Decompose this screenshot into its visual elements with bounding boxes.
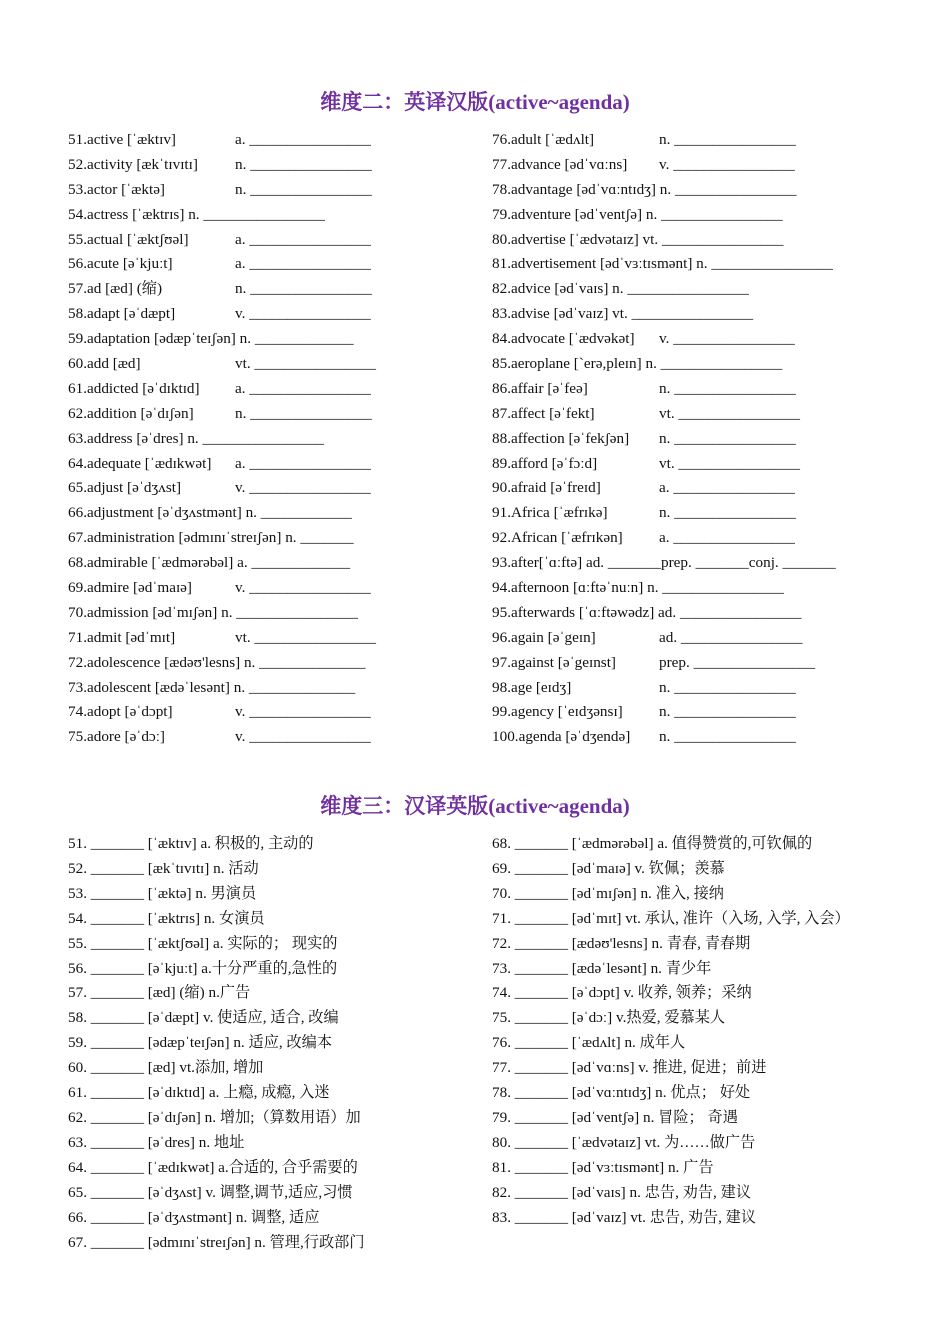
- translation-row: 63. _______ [əˈdres] n. 地址: [68, 1133, 245, 1151]
- vocab-row: [68, 277, 468, 302]
- vocab-row: [492, 452, 892, 477]
- answer-blank: vt. ________________: [235, 628, 376, 646]
- vocab-row: [68, 377, 468, 402]
- vocab-row: [68, 551, 468, 576]
- vocab-term: 54.actress [ˈæktrɪs] n. ________________: [68, 205, 325, 223]
- vocab-row: [68, 725, 468, 750]
- answer-blank: vt. ________________: [659, 454, 800, 472]
- vocab-term: 90.afraid [əˈfreɪd]: [492, 479, 601, 497]
- vocab-term: 89.afford [əˈfɔːd]: [492, 454, 598, 472]
- translation-row: 72. _______ [ædəʊ'lesns] n. 青春, 青春期: [492, 934, 751, 952]
- translation-row: 79. _______ [ədˈventʃə] n. 冒险； 奇遇: [492, 1108, 738, 1126]
- translation-row: 66. _______ [əˈdʒʌstmənt] n. 调整, 适应: [68, 1208, 320, 1226]
- vocab-term: 72.adolescence [ædəʊ'lesns] n. ______________: [68, 653, 366, 671]
- vocab-term: 52.activity [ækˈtɪvɪtɪ]: [68, 155, 198, 173]
- vocab-row: [492, 601, 892, 626]
- vocab-term: 63.address [əˈdres] n. ________________: [68, 429, 325, 447]
- vocab-term: 83.advise [ədˈvaɪz] vt. ________________: [492, 305, 754, 323]
- vocab-row: [492, 327, 892, 352]
- section3-left-column: [68, 832, 468, 1255]
- vocab-term: 55.actual [ˈæktʃʊəl]: [68, 230, 189, 248]
- translation-row: 64. _______ [ˈædɪkwət] a.合适的, 合乎需要的: [68, 1158, 358, 1176]
- vocab-row: [68, 402, 468, 427]
- translation-row: 65. _______ [əˈdʒʌst] v. 调整,调节,适应,习惯: [68, 1183, 353, 1201]
- vocab-row: [492, 128, 892, 153]
- vocab-row: [492, 626, 892, 651]
- answer-blank: v. ________________: [659, 330, 795, 348]
- vocab-term: 100.agenda [əˈdʒendə]: [492, 728, 631, 746]
- answer-blank: a. ________________: [235, 255, 371, 273]
- answer-blank: a. ________________: [235, 230, 371, 248]
- translation-row: 52. _______ [ækˈtɪvɪtɪ] n. 活动: [68, 859, 259, 877]
- translation-row: 73. _______ [ædəˈlesənt] n. 青少年: [492, 959, 712, 977]
- answer-blank: a. ________________: [659, 479, 795, 497]
- vocab-term: 61.addicted [əˈdɪktɪd]: [68, 379, 200, 397]
- vocab-row: [68, 302, 468, 327]
- vocab-term: 65.adjust [əˈdʒʌst]: [68, 479, 182, 497]
- vocab-term: 71.admit [ədˈmɪt]: [68, 628, 176, 646]
- translation-row: 54. _______ [ˈæktrɪs] n. 女演员: [68, 909, 265, 927]
- translation-row: 70. _______ [ədˈmɪʃən] n. 准入, 接纳: [492, 884, 724, 902]
- answer-blank: n. ________________: [659, 504, 796, 522]
- vocab-term: 60.add [æd]: [68, 355, 141, 373]
- translation-row: 80. _______ [ˈædvətaɪz] vt. 为……做广告: [492, 1133, 756, 1151]
- vocab-row: [492, 228, 892, 253]
- vocab-row: [492, 526, 892, 551]
- translation-row: 62. _______ [əˈdɪʃən] n. 增加;（算数用语）加: [68, 1108, 361, 1126]
- answer-blank: n. ________________: [659, 703, 796, 721]
- vocab-row: [68, 576, 468, 601]
- section2-right-column: [492, 128, 892, 750]
- vocab-term: 98.age [eɪdʒ]: [492, 678, 572, 696]
- vocab-term: 99.agency [ˈeɪdʒənsɪ]: [492, 703, 623, 721]
- vocab-term: 92.African [ˈæfrɪkən]: [492, 529, 623, 547]
- vocab-term: 77.advance [ədˈvɑːns]: [492, 155, 628, 173]
- answer-blank: v. ________________: [235, 579, 371, 597]
- vocab-row: [492, 203, 892, 228]
- vocab-term: 53.actor [ˈæktə]: [68, 180, 165, 198]
- translation-row: 69. _______ [ədˈmaɪə] v. 钦佩；羡慕: [492, 859, 725, 877]
- translation-row: 55. _______ [ˈæktʃʊəl] a. 实际的； 现实的: [68, 934, 338, 952]
- vocab-term: 70.admission [ədˈmɪʃən] n. ________________: [68, 603, 358, 621]
- vocab-term: 97.against [əˈgeɪnst]: [492, 653, 616, 671]
- section3-right-column: [492, 832, 884, 1231]
- vocab-term: 81.advertisement [ədˈvɜːtɪsmənt] n. ________________: [492, 255, 833, 273]
- answer-blank: n. ________________: [659, 429, 796, 447]
- vocab-term: 64.adequate [ˈædɪkwət]: [68, 454, 212, 472]
- vocab-term: 95.afterwards [ˈɑːftəwədz] ad. ________________: [492, 603, 802, 621]
- vocab-term: 80.advertise [ˈædvətaɪz] vt. ________________: [492, 230, 784, 248]
- translation-row: 58. _______ [əˈdæpt] v. 使适应, 适合, 改编: [68, 1009, 339, 1027]
- vocab-row: [492, 725, 892, 750]
- answer-blank: vt. ________________: [235, 355, 376, 373]
- answer-blank: v. ________________: [235, 703, 371, 721]
- vocab-term: 78.advantage [ədˈvɑːntɪdʒ] n. ________________: [492, 180, 797, 198]
- vocab-term: 75.adore [əˈdɔː]: [68, 728, 165, 746]
- vocab-term: 66.adjustment [əˈdʒʌstmənt] n. ____________: [68, 504, 352, 522]
- vocab-row: [68, 700, 468, 725]
- vocab-row: [68, 452, 468, 477]
- vocab-term: 86.affair [əˈfeə]: [492, 379, 588, 397]
- vocab-term: 69.admire [ədˈmaɪə]: [68, 579, 192, 597]
- vocab-term: 59.adaptation [ədæpˈteɪʃən] n. _____________: [68, 330, 354, 348]
- section2-title: 维度二：英译汉版(active~agenda): [320, 90, 630, 114]
- vocab-term: 87.affect [əˈfekt]: [492, 404, 595, 422]
- answer-blank: a. ________________: [659, 529, 795, 547]
- vocab-term: 51.active [ˈæktɪv]: [68, 131, 176, 148]
- answer-blank: v. ________________: [235, 479, 371, 497]
- answer-blank: a. ________________: [235, 379, 371, 397]
- vocab-row: [492, 302, 892, 327]
- translation-row: 61. _______ [əˈdɪktɪd] a. 上瘾, 成瘾, 入迷: [68, 1084, 330, 1102]
- vocab-term: 73.adolescent [ædəˈlesənt] n. ______________: [68, 678, 356, 696]
- answer-blank: v. ________________: [235, 728, 371, 746]
- vocab-row: [492, 377, 892, 402]
- translation-row: 57. _______ [æd] (缩) n.广告: [68, 984, 251, 1002]
- translation-row: 74. _______ [əˈdɔpt] v. 收养, 领养；采纳: [492, 984, 752, 1002]
- vocab-row: [68, 676, 468, 701]
- answer-blank: v. ________________: [659, 155, 795, 173]
- answer-blank: n. ________________: [235, 280, 372, 298]
- vocab-row: [492, 651, 892, 676]
- vocab-row: [492, 178, 892, 203]
- vocab-row: [68, 427, 468, 452]
- vocab-row: [68, 128, 468, 153]
- translation-row: 82. _______ [ədˈvaɪs] n. 忠告, 劝告, 建议: [492, 1183, 752, 1201]
- answer-blank: ad. ________________: [659, 628, 803, 646]
- vocab-row: [492, 551, 892, 576]
- vocab-row: [68, 352, 468, 377]
- vocab-term: 91.Africa [ˈæfrɪkə]: [492, 504, 608, 522]
- vocab-row: [68, 476, 468, 501]
- answer-blank: n. ________________: [235, 180, 372, 198]
- vocab-row: [68, 153, 468, 178]
- translation-row: 83. _______ [ədˈvaɪz] vt. 忠告, 劝告, 建议: [492, 1208, 757, 1226]
- section3-title: 维度三：汉译英版(active~agenda): [320, 794, 630, 818]
- answer-blank: n. ________________: [659, 379, 796, 397]
- answer-blank: n. ________________: [235, 155, 372, 173]
- vocab-row: [68, 501, 468, 526]
- answer-blank: prep. ________________: [659, 653, 816, 671]
- translation-row: 60. _______ [æd] vt.添加, 增加: [68, 1059, 264, 1077]
- vocab-term: 88.affection [əˈfekʃən]: [492, 429, 630, 447]
- vocab-term: 93.after[ˈɑːftə] ad. _______prep. _______conj. _______: [492, 554, 836, 572]
- translation-row: 75. _______ [əˈdɔː] v.热爱, 爱慕某人: [492, 1009, 726, 1027]
- vocab-term: 68.admirable [ˈædmərəbəl] a. _____________: [68, 554, 351, 572]
- vocab-row: [68, 651, 468, 676]
- translation-row: 76. _______ [ˈædʌlt] n. 成年人: [492, 1034, 686, 1052]
- vocab-row: [492, 252, 892, 277]
- vocab-row: [492, 700, 892, 725]
- vocab-term: 82.advice [ədˈvaɪs] n. ________________: [492, 280, 749, 298]
- vocab-row: [68, 526, 468, 551]
- vocab-term: 85.aeroplane [ˋerə,pleɪn] n. ________________: [492, 355, 783, 373]
- vocab-term: 79.adventure [ədˈventʃə] n. ________________: [492, 205, 783, 223]
- vocab-row: [492, 676, 892, 701]
- vocab-term: 57.ad [æd] (缩): [68, 280, 163, 298]
- vocab-term: 58.adapt [əˈdæpt]: [68, 305, 176, 323]
- vocab-row: [68, 203, 468, 228]
- answer-blank: n. ________________: [659, 728, 796, 746]
- vocab-row: [492, 427, 892, 452]
- vocab-row: [492, 501, 892, 526]
- translation-row: 59. _______ [ədæpˈteɪʃən] n. 适应, 改编本: [68, 1034, 333, 1052]
- vocab-term: 96.again [əˈgeɪn]: [492, 628, 596, 646]
- vocab-term: 84.advocate [ˈædvəkət]: [492, 330, 635, 348]
- translation-row: 78. _______ [ədˈvɑːntɪdʒ] n. 优点； 好处: [492, 1084, 751, 1102]
- vocab-term: 76.adult [ˈædʌlt]: [492, 131, 595, 148]
- answer-blank: v. ________________: [235, 305, 371, 323]
- vocab-term: 62.addition [əˈdɪʃən]: [68, 404, 194, 422]
- answer-blank: n. ________________: [659, 678, 796, 696]
- translation-row: 77. _______ [ədˈvɑːns] v. 推进, 促进；前进: [492, 1059, 767, 1077]
- vocab-term: 74.adopt [əˈdɔpt]: [68, 703, 173, 721]
- vocab-row: [492, 402, 892, 427]
- answer-blank: n. ________________: [235, 404, 372, 422]
- translation-row: 53. _______ [ˈæktə] n. 男演员: [68, 884, 257, 902]
- translation-row: 67. _______ [ədmɪnɪˈstreɪʃən] n. 管理,行政部门: [68, 1233, 365, 1251]
- answer-blank: n. ________________: [659, 131, 796, 148]
- vocab-term: 94.afternoon [ɑːftəˈnuːn] n. ________________: [492, 579, 784, 597]
- answer-blank: a. ________________: [235, 454, 371, 472]
- vocab-row: [492, 153, 892, 178]
- vocab-row: [492, 352, 892, 377]
- translation-row: 56. _______ [əˈkjuːt] a.十分严重的,急性的: [68, 959, 338, 977]
- vocab-row: [492, 277, 892, 302]
- vocab-row: [68, 327, 468, 352]
- vocab-term: 67.administration [ədmɪnɪˈstreɪʃən] n. _______: [68, 529, 354, 547]
- translation-row: 81. _______ [ədˈvɜːtɪsmənt] n. 广告: [492, 1158, 714, 1176]
- answer-blank: vt. ________________: [659, 404, 800, 422]
- vocab-row: [68, 252, 468, 277]
- vocab-row: [492, 476, 892, 501]
- answer-blank: a. ________________: [235, 131, 371, 148]
- vocab-row: [68, 228, 468, 253]
- vocab-row: [68, 178, 468, 203]
- section2-left-column: [68, 128, 468, 750]
- translation-row: 51. _______ [ˈæktɪv] a. 积极的, 主动的: [68, 835, 314, 852]
- vocab-row: [492, 576, 892, 601]
- vocab-term: 56.acute [əˈkjuːt]: [68, 255, 173, 273]
- translation-row: 71. _______ [ədˈmɪt] vt. 承认, 准许（入场, 入学, 入会）: [492, 909, 850, 927]
- vocab-row: [68, 601, 468, 626]
- vocab-row: [68, 626, 468, 651]
- translation-row: 68. _______ [ˈædmərəbəl] a. 值得赞赏的,可钦佩的: [492, 835, 813, 852]
